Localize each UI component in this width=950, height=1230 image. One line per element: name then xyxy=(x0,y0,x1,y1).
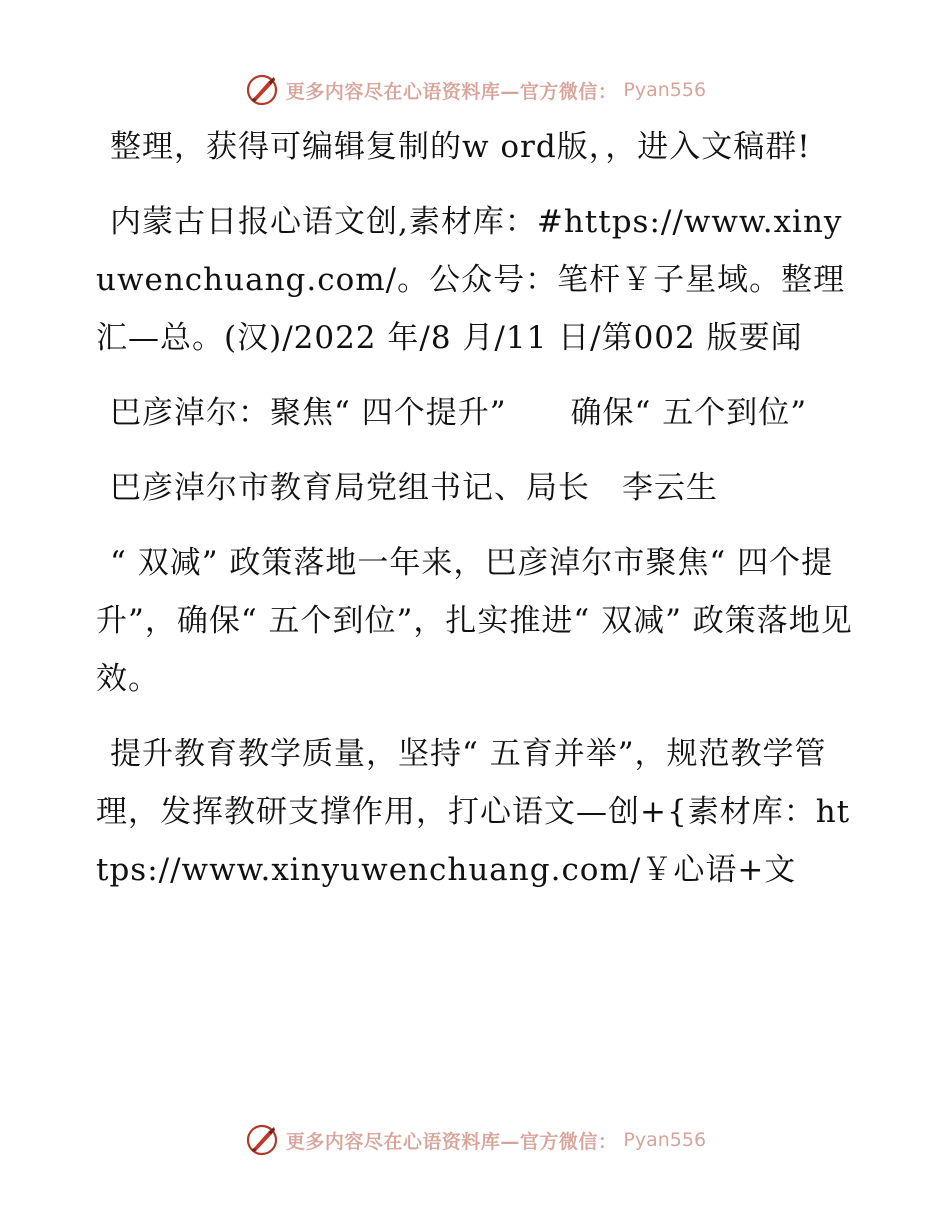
watermark-account: Pyan556 xyxy=(623,1129,707,1151)
watermark-text: 更多内容尽在心语资料库—官方微信： xyxy=(285,1130,618,1153)
footer-watermark xyxy=(0,1120,950,1160)
paragraph-intro: 整理，获得可编辑复制的w ord版，，进入文稿群! xyxy=(110,129,811,165)
paragraph-lead: “ 双减” 政策落地一年来，巴彦淖尔市聚焦“ 四个提升”，确保“ 五个到位”，扎实推进“ 双减” 政策落地见效。 xyxy=(96,545,853,697)
paragraph-body: 提升教育教学质量，坚持“ 五育并举”，规范教学管理，发挥教研支撑作用，打心语文—创+{素材库：https://www.xinyuwenchuang.com/￥心语+文 xyxy=(96,736,851,888)
paragraph-source: 内蒙古日报心语文创,素材库：#https://www.xinyuwenchuang.com/。公众号：笔杆￥子星域。整理汇—总。(汉)/2022 年/8 月/11 日/第002 版要闻 xyxy=(96,204,846,356)
header-watermark xyxy=(0,70,950,110)
pen-quill-circle-icon xyxy=(244,1122,280,1158)
watermark-account: Pyan556 xyxy=(623,79,707,101)
pen-quill-circle-icon xyxy=(244,72,280,108)
article-author: 巴彦淖尔市教育局党组书记、局长 李云生 xyxy=(110,470,718,506)
article-title: 巴彦淖尔：聚焦“ 四个提升” 确保“ 五个到位” xyxy=(110,395,808,431)
document-body xyxy=(96,118,856,899)
watermark-text: 更多内容尽在心语资料库—官方微信： xyxy=(285,80,618,103)
